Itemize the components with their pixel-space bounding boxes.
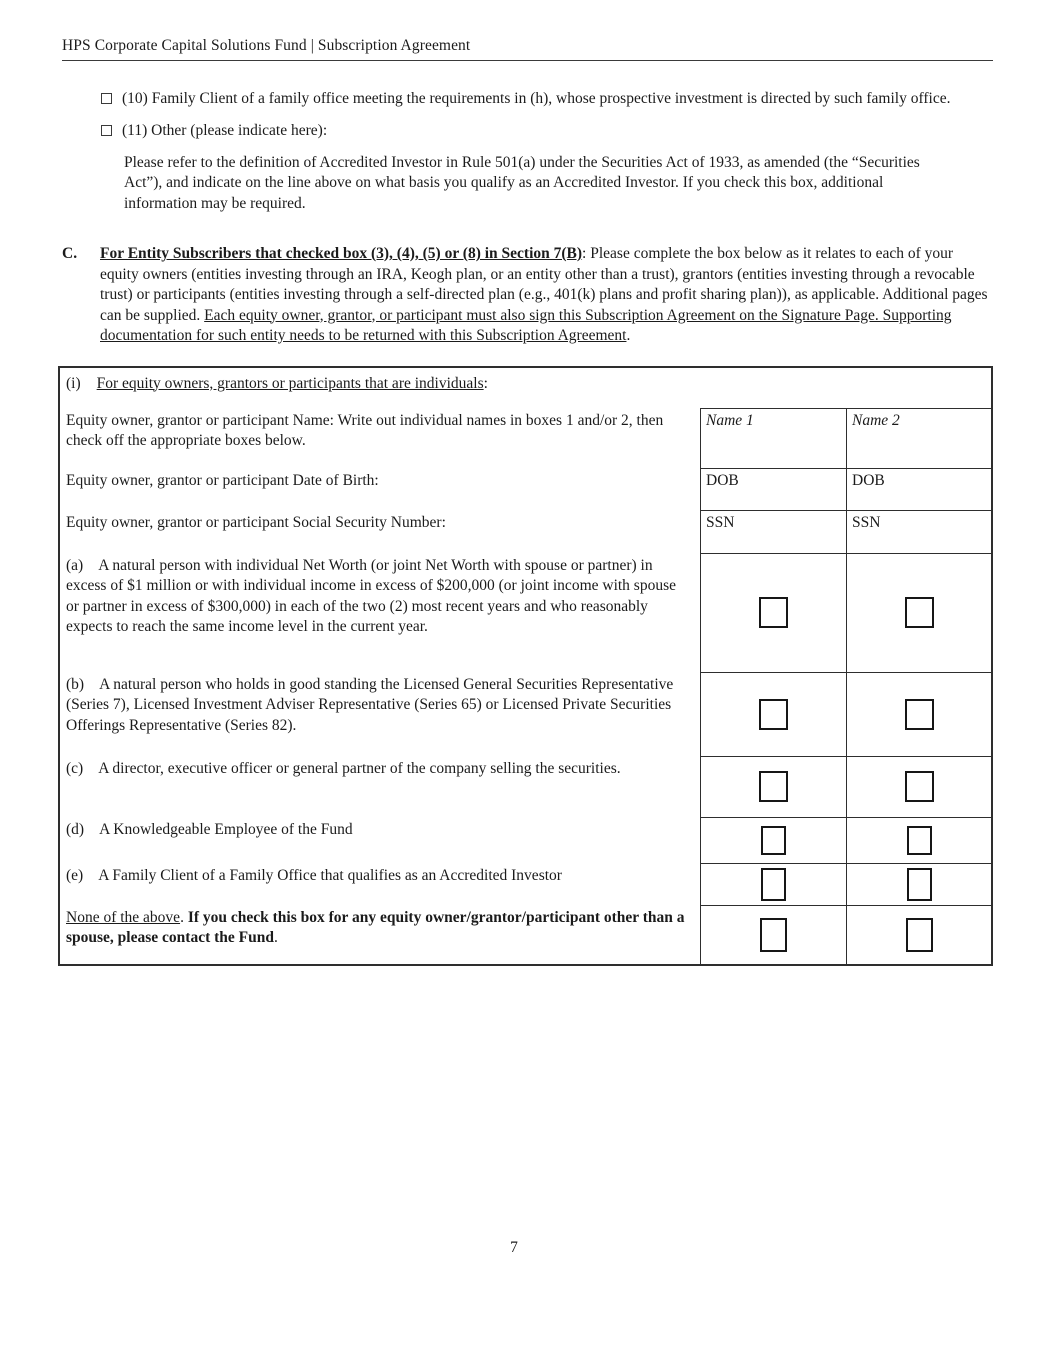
none-of-above-text xyxy=(60,905,700,964)
section-c-paragraph xyxy=(100,244,993,347)
checkbox-d-name1[interactable] xyxy=(761,826,786,855)
dob1-cell[interactable]: DOB xyxy=(700,468,846,510)
checkbox-a-name2[interactable] xyxy=(905,597,934,628)
criterion-e-id: (e) xyxy=(66,866,84,884)
checkbox-none-name1[interactable] xyxy=(760,918,787,952)
checkbox-a-name1[interactable] xyxy=(759,597,788,628)
dob2-cell[interactable]: DOB xyxy=(846,468,991,510)
item-11-body: Other (please indicate here): xyxy=(151,122,328,139)
checkbox-item-10[interactable] xyxy=(101,93,112,104)
header-rule xyxy=(62,60,993,61)
page-header xyxy=(62,36,993,61)
checkbox-item-11[interactable] xyxy=(101,125,112,136)
dob-prompt: Equity owner, grantor or participant Date of Birth: xyxy=(66,471,379,489)
none-col1-cell xyxy=(700,905,846,964)
criterion-a-id: (a) xyxy=(66,556,84,574)
none-bold-text: If you check this box for any equity owner/grantor/participant other than a spouse, please contact the Fund xyxy=(66,908,685,946)
criterion-c-text xyxy=(60,756,700,817)
section-c-body: : Please complete the box below as it relates to each of your equity owners (entities investing through an IRA, Keogh plan, or an entity other than a trust), grantors (entities investing through a revocable trust) or participants (entities investing through a self-directed plan (e.g., 401(k) plans and profit sharing plan)), as applicable. Additional pages can be supplied. xyxy=(100,245,988,324)
checkbox-e-name1[interactable] xyxy=(761,868,786,901)
checkbox-none-name2[interactable] xyxy=(906,918,933,952)
criterion-b-text xyxy=(60,672,700,756)
accredited-investor-note: Please refer to the definition of Accredited Investor in Rule 501(a) under the Securities Act of 1933, as amended (the “Securities Act”), and indicate on the line above on what basis you qualify as an Accredited Investor. If you check this box, additional information may be required. xyxy=(124,153,920,212)
table-intro-text: For equity owners, grantors or participants that are individuals xyxy=(96,374,484,392)
criterion-a-col2-cell xyxy=(846,553,991,672)
none-underlined: None of the above xyxy=(66,908,181,926)
equity-owner-table xyxy=(58,366,993,966)
page-number: 7 xyxy=(510,1239,518,1256)
criterion-e-col2-cell xyxy=(846,863,991,905)
section-c-label: C. xyxy=(62,245,78,262)
section-c-heading: For Entity Subscribers that checked box (3), (4), (5) or (8) in Section 7(B) xyxy=(100,245,583,262)
table-intro-label: (i) xyxy=(66,374,81,392)
criterion-a-body: A natural person with individual Net Worth (or joint Net Worth with spouse or partner) in excess of $1 million or with individual income in excess of $200,000 (or joint income with spouse or partner in excess of $300,000) in each of the two (2) most recent years and who reasonably expects to reach the same income level in the current year. xyxy=(66,556,677,635)
table-intro-colon: : xyxy=(483,374,488,392)
accredited-item-11 xyxy=(101,121,1055,142)
checkbox-e-name2[interactable] xyxy=(907,868,932,901)
ssn-prompt: Equity owner, grantor or participant Social Security Number: xyxy=(66,513,446,531)
criterion-c-id: (c) xyxy=(66,759,84,777)
ssn2-cell[interactable]: SSN xyxy=(846,510,991,553)
checkbox-c-name2[interactable] xyxy=(905,771,934,802)
section-c-period: . xyxy=(626,327,631,344)
accredited-item-10 xyxy=(101,89,1055,110)
criterion-b-col1-cell xyxy=(700,672,846,756)
accredited-item-10-text xyxy=(122,89,954,110)
criterion-e-col1-cell xyxy=(700,863,846,905)
checkbox-c-name1[interactable] xyxy=(759,771,788,802)
criterion-b-body: A natural person who holds in good standing the Licensed General Securities Representative (Series 7), Licensed Investment Adviser Representative (Series 65) or Licensed Private Securities Offerings Representative (Series 82). xyxy=(66,675,674,734)
accredited-item-11-text xyxy=(122,121,954,142)
criterion-d-col1-cell xyxy=(700,817,846,863)
none-period: . xyxy=(273,929,278,946)
criterion-c-col2-cell xyxy=(846,756,991,817)
name2-cell[interactable]: Name 2 xyxy=(846,408,991,468)
checkbox-b-name2[interactable] xyxy=(905,699,934,730)
section-c xyxy=(62,244,993,347)
criterion-d-body: A Knowledgeable Employee of the Fund xyxy=(99,820,353,838)
criterion-a-text xyxy=(60,553,700,672)
criterion-a-col1-cell xyxy=(700,553,846,672)
criterion-e-text xyxy=(60,863,700,905)
item-11-number: (11) xyxy=(122,122,148,139)
item-10-body: Family Client of a family office meeting the requirements in (h), whose prospective investment is directed by such family office. xyxy=(151,89,951,107)
criterion-c-col1-cell xyxy=(700,756,846,817)
table-intro-row xyxy=(60,368,991,408)
criterion-b-col2-cell xyxy=(846,672,991,756)
criterion-b-id: (b) xyxy=(66,675,85,693)
criterion-d-col2-cell xyxy=(846,817,991,863)
none-col2-cell xyxy=(846,905,991,964)
none-separator: . xyxy=(180,908,188,926)
criterion-c-body: A director, executive officer or general partner of the company selling the securities. xyxy=(98,759,621,777)
checkbox-d-name2[interactable] xyxy=(907,826,932,855)
checkbox-b-name1[interactable] xyxy=(759,699,788,730)
section-c-underlined: Each equity owner, grantor, or participant must also sign this Subscription Agreement on the Signature Page. Supporting documentation for such entity needs to be returned with this Subscription Agreement xyxy=(100,306,952,344)
item-10-number: (10) xyxy=(122,89,148,107)
criterion-e-body: A Family Client of a Family Office that qualifies as an Accredited Investor xyxy=(98,866,562,884)
name1-cell[interactable]: Name 1 xyxy=(700,408,846,468)
ssn1-cell[interactable]: SSN xyxy=(700,510,846,553)
name-prompt: Equity owner, grantor or participant Name: Write out individual names in boxes 1 and/or 2, then check off the appropriate boxes below. xyxy=(66,411,664,449)
criterion-d-text xyxy=(60,817,700,863)
criterion-d-id: (d) xyxy=(66,820,85,838)
page-header-title: HPS Corporate Capital Solutions Fund | Subscription Agreement xyxy=(62,37,471,54)
